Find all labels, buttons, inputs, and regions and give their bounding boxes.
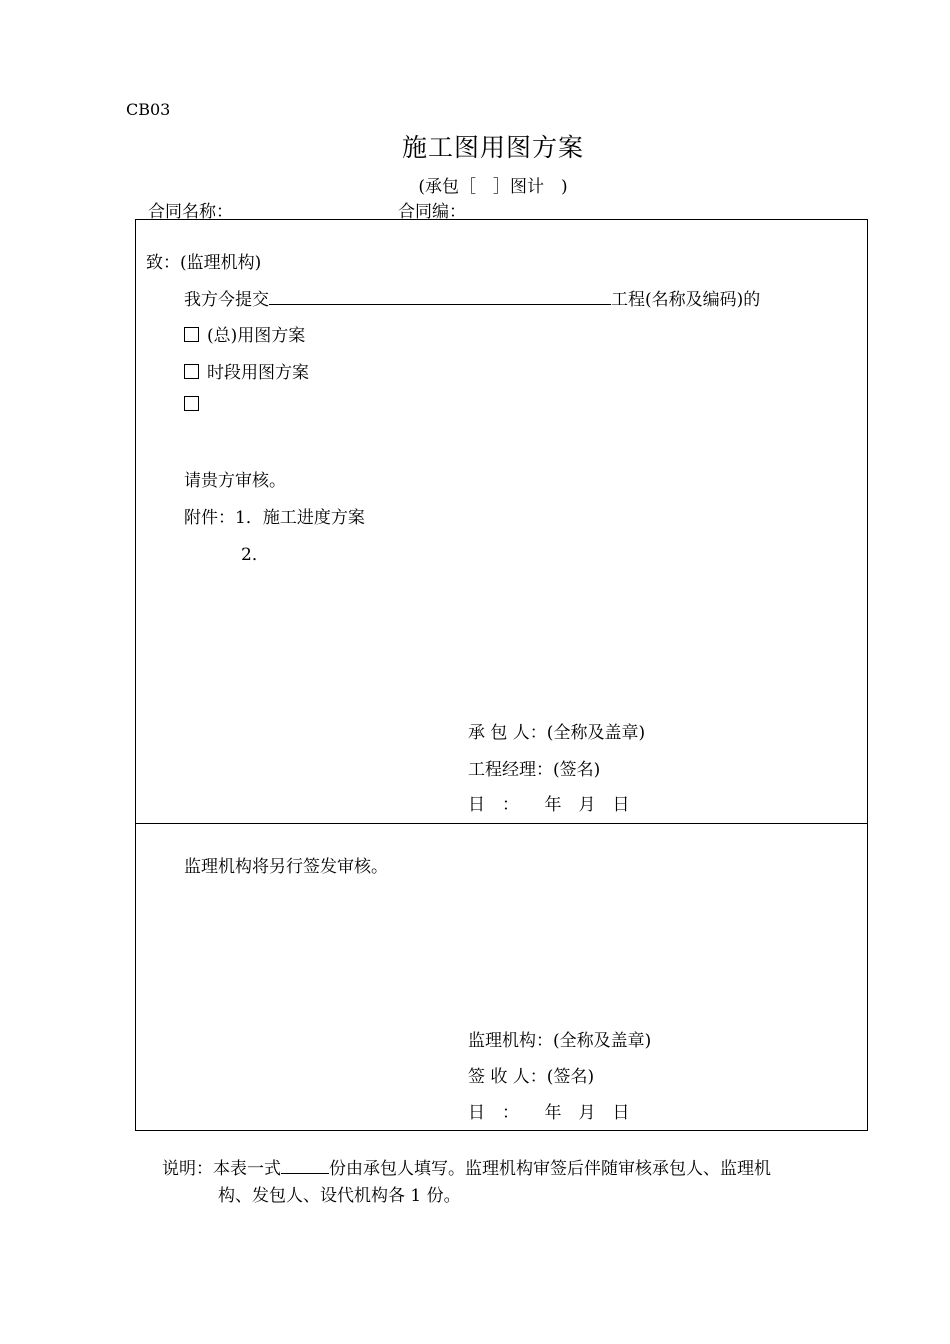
form-code: CB03 <box>126 100 171 119</box>
project-name-blank[interactable] <box>269 288 611 305</box>
option-period-plan[interactable] <box>184 358 309 383</box>
review-request: 请贵方审核。 <box>184 471 286 491</box>
option-other[interactable] <box>184 395 207 415</box>
form-note <box>162 1156 771 1210</box>
receiver-signature: 签 收 人：(签名) <box>468 1067 595 1087</box>
contract-no-label: 合同编： <box>398 202 466 222</box>
submit-suffix: 工程(名称及编码)的 <box>611 290 761 310</box>
page-title: 施工图用图方案 <box>401 133 584 162</box>
note-line-1 <box>162 1156 771 1183</box>
note-line-2: 构、发包人、设代机构各 1 份。 <box>218 1186 461 1206</box>
note-suffix: 份由承包人填写。监理机构审签后伴随审核承包人、监理机 <box>329 1159 771 1179</box>
addressee: 致：(监理机构) <box>146 253 262 273</box>
attachment-2: 2． <box>241 545 269 565</box>
checkbox-icon[interactable] <box>184 364 199 379</box>
copies-blank[interactable] <box>281 1159 329 1174</box>
agency-signature: 监理机构：(全称及盖章) <box>468 1031 652 1051</box>
attachments: 附件：1．施工进度方案 <box>184 508 365 528</box>
option-label: (总)用图方案 <box>207 326 306 346</box>
supervision-statement: 监理机构将另行签发审核。 <box>184 857 388 877</box>
contract-name-label: 合同名称： <box>148 202 233 222</box>
receipt-date: 日 ： 年 月 日 <box>468 1103 630 1123</box>
note-prefix: 说明：本表一式 <box>162 1159 281 1179</box>
option-label: 时段用图方案 <box>207 363 309 383</box>
checkbox-icon[interactable] <box>184 396 199 411</box>
submission-date: 日 ： 年 月 日 <box>468 795 630 815</box>
manager-signature: 工程经理：(签名) <box>468 760 601 780</box>
submit-prefix: 我方今提交 <box>184 290 269 310</box>
contractor-signature: 承 包 人：(全称及盖章) <box>468 723 646 743</box>
supervision-section <box>135 823 868 1131</box>
checkbox-icon[interactable] <box>184 327 199 342</box>
option-total-plan[interactable] <box>184 321 305 346</box>
submission-section <box>135 219 868 824</box>
page-subtitle: (承包［ ］图计 ) <box>418 177 568 197</box>
submit-line <box>184 285 760 310</box>
